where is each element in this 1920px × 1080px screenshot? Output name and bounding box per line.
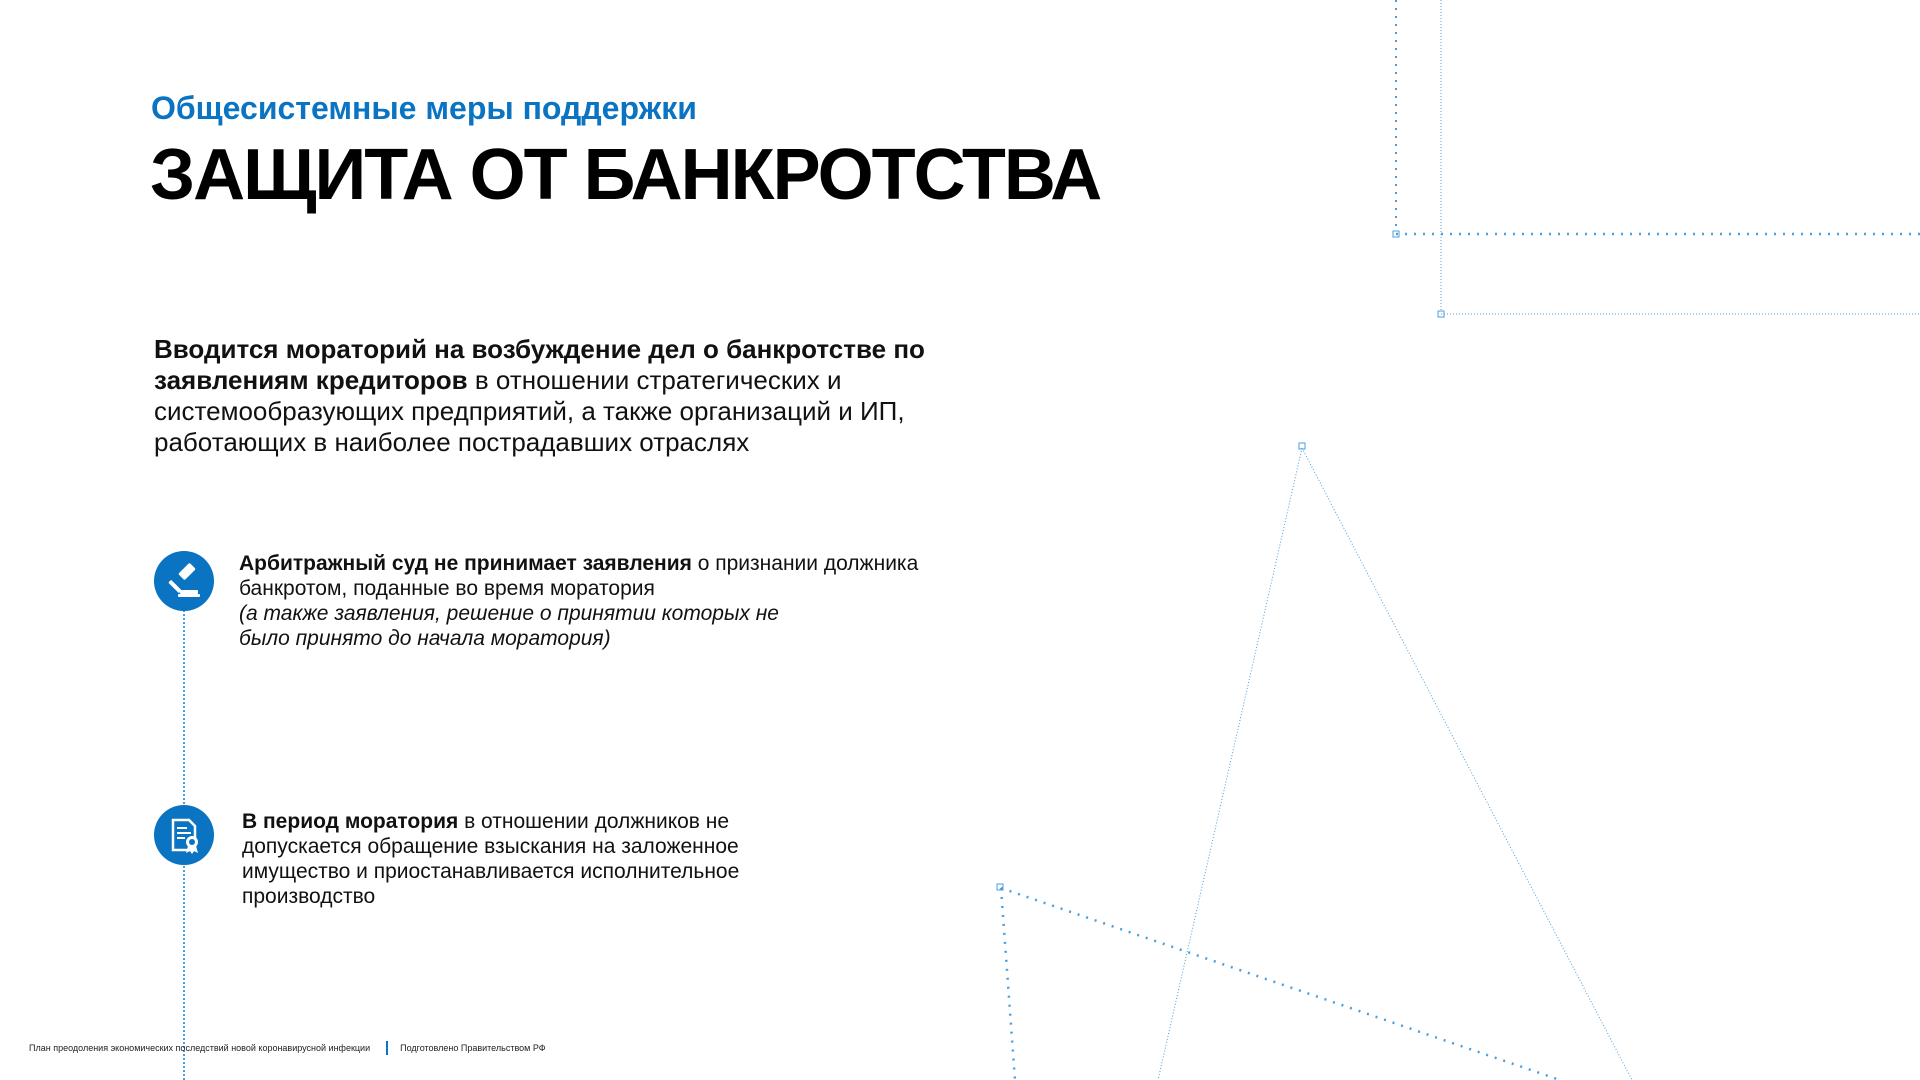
footer-divider: [386, 1041, 388, 1055]
item-moratorium-period: [242, 809, 842, 909]
item-1-text: о признании должника банкротом, поданные во время моратория: [239, 552, 919, 600]
footer: [29, 1041, 546, 1055]
item-2-bold: В период моратория: [242, 810, 459, 833]
item-1-bold: Арбитражный суд не принимает заявления: [239, 552, 692, 575]
footer-right-text: Подготовлено Правительством РФ: [400, 1043, 546, 1053]
item-1-italic: (а также заявления, решение о принятии которых не было принято до начала моратория): [239, 602, 779, 650]
lead-paragraph: [154, 334, 934, 458]
section-subtitle: Общесистемные меры поддержки: [151, 90, 697, 126]
lead-bold-text: Вводится мораторий на возбуждение дел о банкротстве по заявлениям кредиторов: [154, 334, 925, 395]
gavel-icon: [154, 551, 214, 611]
page-title: ЗАЩИТА ОТ БАНКРОТСТВА: [150, 135, 1101, 215]
lead-text: в отношении стратегических и системообразующих предприятий, а также организаций и ИП, работающих в наиболее пострадавших отраслях: [154, 365, 905, 457]
item-2-text: в отношении должников не допускается обращение взыскания на заложенное имущество и приостанавливается исполнительное производство: [242, 810, 740, 908]
item-bankruptcy-claims: [239, 551, 959, 651]
document-seal-icon: [154, 805, 214, 865]
footer-left-text: План преодоления экономических последствий новой коронавирусной инфекции: [29, 1043, 371, 1053]
